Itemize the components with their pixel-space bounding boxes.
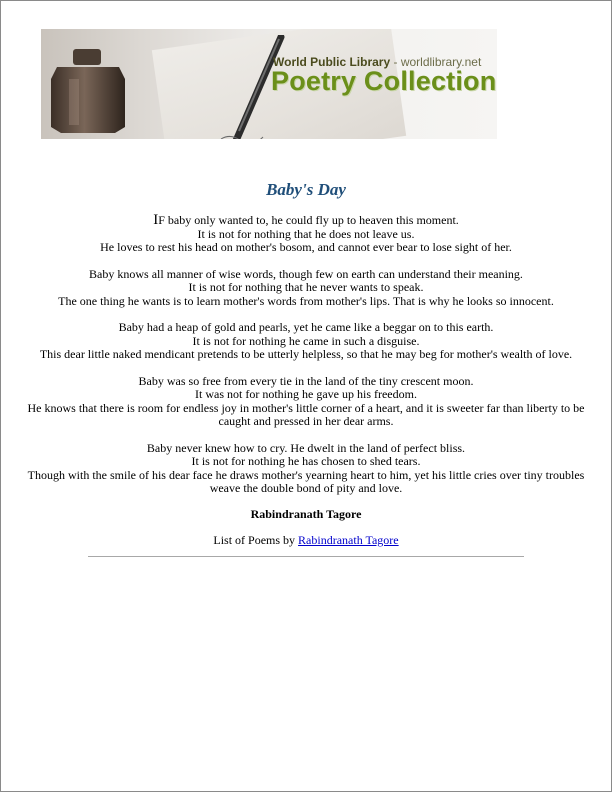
poem-line: It is not for nothing that he does not leave us.	[197, 226, 415, 241]
poem-line: The one thing he wants is to learn mother's words from mother's lips. That is why he looks so innocent.	[58, 293, 554, 308]
site-name-text: World Public Library	[273, 55, 391, 69]
stanza	[20, 442, 592, 496]
divider	[88, 556, 524, 557]
site-separator: -	[390, 55, 401, 69]
poem-line: Baby knows all manner of wise words, though few on earth can understand their meaning.	[89, 266, 523, 281]
list-of-poems	[20, 534, 592, 548]
poem-line: This dear little naked mendicant pretends to be utterly helpless, so that he may beg for mother's wealth of love.	[39, 347, 573, 361]
poem-title: Baby's Day	[266, 180, 346, 199]
first-line-text: F baby only wanted to, he could fly up to heaven this moment.	[158, 213, 459, 227]
collection-title: Poetry Collection	[271, 66, 497, 96]
stanza	[20, 214, 592, 255]
poem-line: He loves to rest his head on mother's bosom, and cannot ever bear to lose sight of her.	[100, 240, 512, 254]
poem-line: It is not for nothing he came in such a disguise.	[192, 333, 420, 348]
poem-line: Baby was so free from every tie in the land of the tiny crescent moon.	[138, 373, 474, 388]
poem-line: Baby never knew how to cry. He dwelt in the land of perfect bliss.	[146, 440, 466, 455]
poem-line: Baby had a heap of gold and pearls, yet he came like a beggar on to this earth.	[118, 320, 494, 334]
poem-line: He knows that there is room for endless joy in mother's little corner of a heart, and it is sweeter far than liberty to be caught and pressed in her dear arms.	[27, 400, 585, 428]
poem-line: It was not for nothing he gave up his freedom.	[195, 387, 417, 401]
poem-line: It is not for nothing that he never wants to speak.	[188, 280, 424, 294]
site-url: worldlibrary.net	[400, 55, 482, 69]
stanza	[20, 375, 592, 429]
poem-line: Though with the smile of his dear face he draws mother's yearning heart to him, yet his little cries over tiny troubles weave the double bond of pity and love.	[27, 467, 585, 495]
header-banner	[41, 29, 497, 139]
poem-body	[20, 214, 592, 548]
inkwell-icon	[51, 49, 125, 133]
poem-line: It is not for nothing he has chosen to shed tears.	[191, 454, 421, 468]
poem-line	[20, 214, 592, 228]
stanza	[20, 268, 592, 309]
stanza	[20, 321, 592, 362]
list-prefix: List of Poems by	[213, 533, 296, 547]
drop-cap: I	[153, 212, 159, 228]
author-poems-link[interactable]: Rabindranath Tagore	[298, 533, 399, 547]
poem-author: Rabindranath Tagore	[250, 506, 362, 521]
